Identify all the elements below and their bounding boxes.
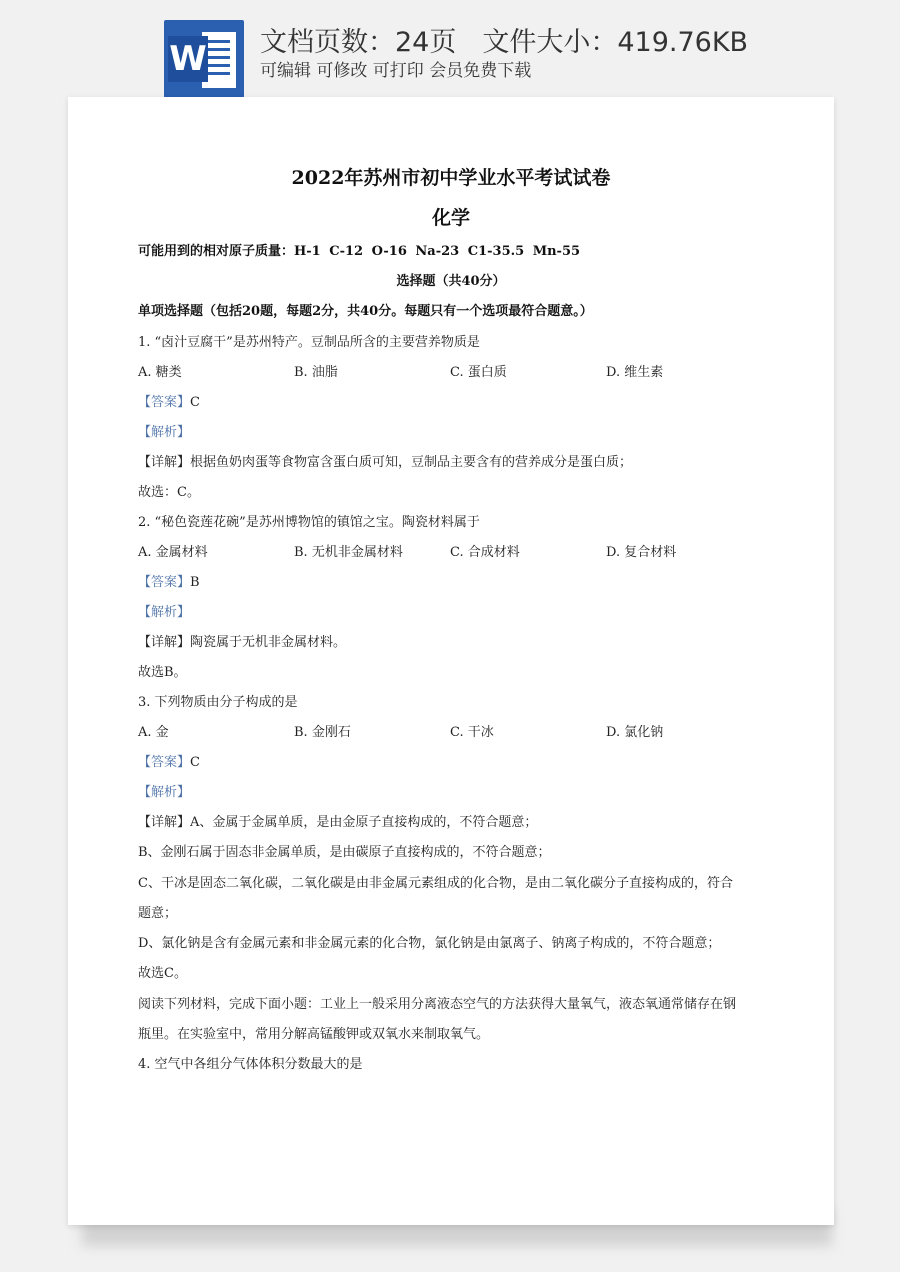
file-info: [260, 20, 748, 59]
q3-answer: [138, 751, 200, 770]
q2-option-d: D. 复合材料: [606, 545, 677, 560]
q1-option-b: B. 油脂: [294, 365, 338, 380]
file-size: 文件大小：419.76KB: [482, 27, 749, 58]
q3-detail-b: B、金刚石属于固态非金属单质，是由碳原子直接构成的，不符合题意；: [138, 845, 551, 860]
word-icon-letter: W: [168, 36, 208, 82]
q1-detail: 【详解】根据鱼奶肉蛋等食物富含蛋白质可知，豆制品主要含有的营养成分是蛋白质；: [138, 455, 633, 470]
q3-option-d: D. 氯化钠: [606, 725, 664, 740]
reading-material-line2: 瓶里。在实验室中，常用分解高锰酸钾或双氧水来制取氧气。: [138, 1027, 490, 1042]
q2-option-c: C. 合成材料: [450, 545, 520, 560]
answer-tag: 【答案】: [138, 755, 191, 770]
question-2-stem: 2. “秘色瓷莲花碗”是苏州博物馆的镇馆之宝。陶瓷材料属于: [138, 515, 480, 530]
exam-subject: 化学: [431, 207, 470, 229]
q1-option-a: A. 糖类: [138, 365, 182, 380]
q3-option-a: A. 金: [138, 725, 169, 740]
reading-material-line1: 阅读下列材料，完成下面小题：工业上一般采用分离液态空气的方法获得大量氧气，液态氧通常储存在钢: [138, 997, 737, 1012]
exam-title: 2022年苏州市初中学业水平考试试卷: [291, 167, 611, 189]
q3-detail-a: 【详解】A、金属于金属单质，是由金原子直接构成的，不符合题意；: [138, 815, 538, 830]
q3-detail-d: D、氯化钠是含有金属元素和非金属元素的化合物，氯化钠是由氯离子、钠离子构成的，不符合题意；: [138, 936, 721, 951]
feature-list: 可编辑 可修改 可打印 会员免费下载: [260, 61, 532, 81]
q2-answer: [138, 571, 200, 590]
download-banner: [0, 0, 900, 100]
page-count: 文档页数：24页: [260, 27, 457, 58]
section-instruction: 单项选择题（包括20题，每题2分，共40分。每题只有一个选项最符合题意。）: [138, 304, 593, 319]
q3-detail-c-line2: 题意；: [138, 906, 178, 921]
answer-tag: 【答案】: [138, 395, 191, 410]
q1-analysis-tag: 【解析】: [138, 425, 191, 440]
q3-option-b: B. 金刚石: [294, 725, 351, 740]
word-document-icon: [164, 20, 244, 98]
q3-conclusion: 故选C。: [138, 966, 187, 981]
question-4-stem: 4. 空气中各组分气体体积分数最大的是: [138, 1057, 363, 1072]
q1-option-d: D. 维生素: [606, 365, 664, 380]
q1-option-c: C. 蛋白质: [450, 365, 507, 380]
answer-value: B: [190, 575, 200, 590]
answer-value: C: [190, 755, 200, 770]
question-1-stem: 1. “卤汁豆腐干”是苏州特产。豆制品所含的主要营养物质是: [138, 335, 480, 350]
q1-answer: [138, 391, 200, 410]
document-page: [68, 97, 834, 1225]
atomic-masses: 可能用到的相对原子质量：H-1 C-12 O-16 Na-23 C1-35.5 Mn-55: [138, 244, 581, 259]
q2-option-a: A. 金属材料: [138, 545, 208, 560]
q2-detail: 【详解】陶瓷属于无机非金属材料。: [138, 635, 347, 650]
q1-conclusion: 故选：C。: [138, 485, 200, 500]
answer-tag: 【答案】: [138, 575, 191, 590]
section-heading: 选择题（共40分）: [396, 274, 506, 289]
answer-value: C: [190, 395, 200, 410]
q3-option-c: C. 干冰: [450, 725, 494, 740]
q3-detail-c-line1: C、干冰是固态二氧化碳，二氧化碳是由非金属元素组成的化合物，是由二氧化碳分子直接构成的，符合: [138, 876, 733, 891]
q3-analysis-tag: 【解析】: [138, 785, 191, 800]
q2-option-b: B. 无机非金属材料: [294, 545, 403, 560]
question-3-stem: 3. 下列物质由分子构成的是: [138, 695, 298, 710]
q2-analysis-tag: 【解析】: [138, 605, 191, 620]
q2-conclusion: 故选B。: [138, 665, 187, 680]
